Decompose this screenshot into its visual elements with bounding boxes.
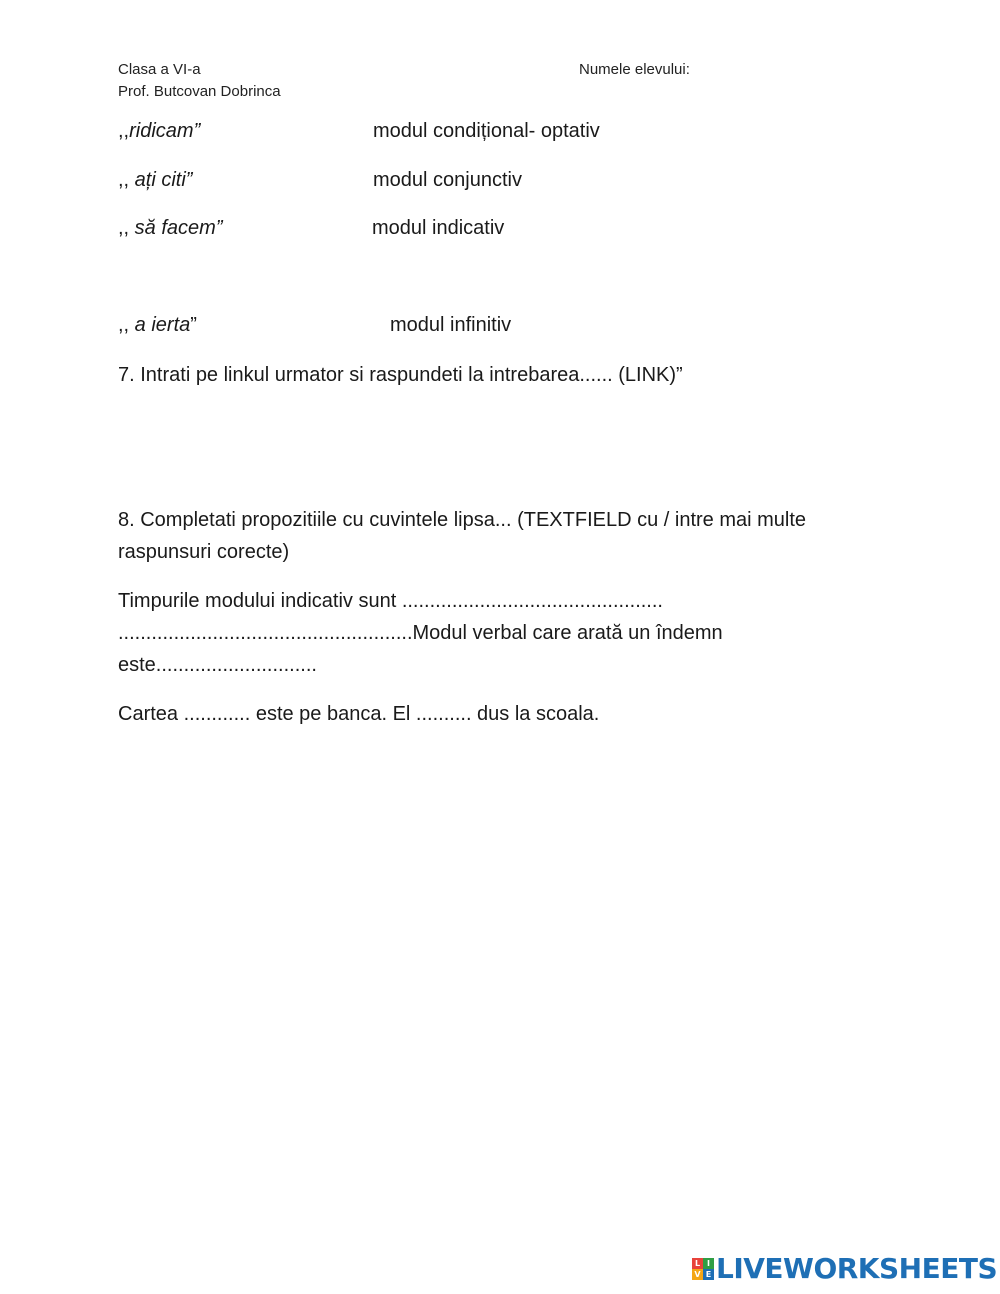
verb-form: ați citi” [134,169,193,191]
class-label: Clasa a VI-a [118,61,201,78]
logo-letter-l: L [692,1258,703,1269]
logo-letter-v: V [692,1269,703,1280]
matching-word-3 [118,217,222,240]
verb-form: să facem” [134,217,223,239]
matching-word-1 [118,120,200,143]
verb-form: ridicam” [129,120,201,142]
matching-mode-2: modul conjunctiv [373,169,522,191]
quote-open: ,, [118,217,135,239]
quote-open: ,, [118,314,135,336]
logo-letter-e: E [703,1269,714,1280]
liveworksheets-logo [692,1254,997,1284]
matching-mode-3: modul indicativ [372,217,505,239]
fill-in-sentence-2: Cartea ............ este pe banca. El .......... dus la scoala. [118,703,600,725]
teacher-name: Prof. Butcovan Dobrinca [118,83,281,100]
question-7: 7. Intrati pe linkul urmator si raspundeti la intrebarea...... (LINK)” [118,364,683,386]
matching-word-2 [118,169,192,192]
verb-form: a ierta [134,314,191,336]
quote-close: ” [190,314,197,336]
matching-mode-4: modul infinitiv [390,314,512,336]
student-name-label: Numele elevului: [579,61,690,78]
matching-mode-1: modul condițional- optativ [373,120,600,142]
logo-wordmark: LIVEWORKSHEETS [716,1252,998,1285]
quote-open: ,, [118,120,130,142]
quote-open: ,, [118,169,135,191]
logo-letter-i: I [703,1258,714,1269]
question-8: 8. Completati propozitiile cu cuvintele lipsa... (TEXTFIELD cu / intre mai multe raspunsuri corecte) [118,509,807,563]
matching-word-4 [118,314,197,337]
fill-in-sentence-1: Timpurile modului indicativ sunt ............................................... .....................................................Modul verbal care arată un îndemn este............................. [118,590,723,676]
logo-mark-icon [692,1258,714,1280]
